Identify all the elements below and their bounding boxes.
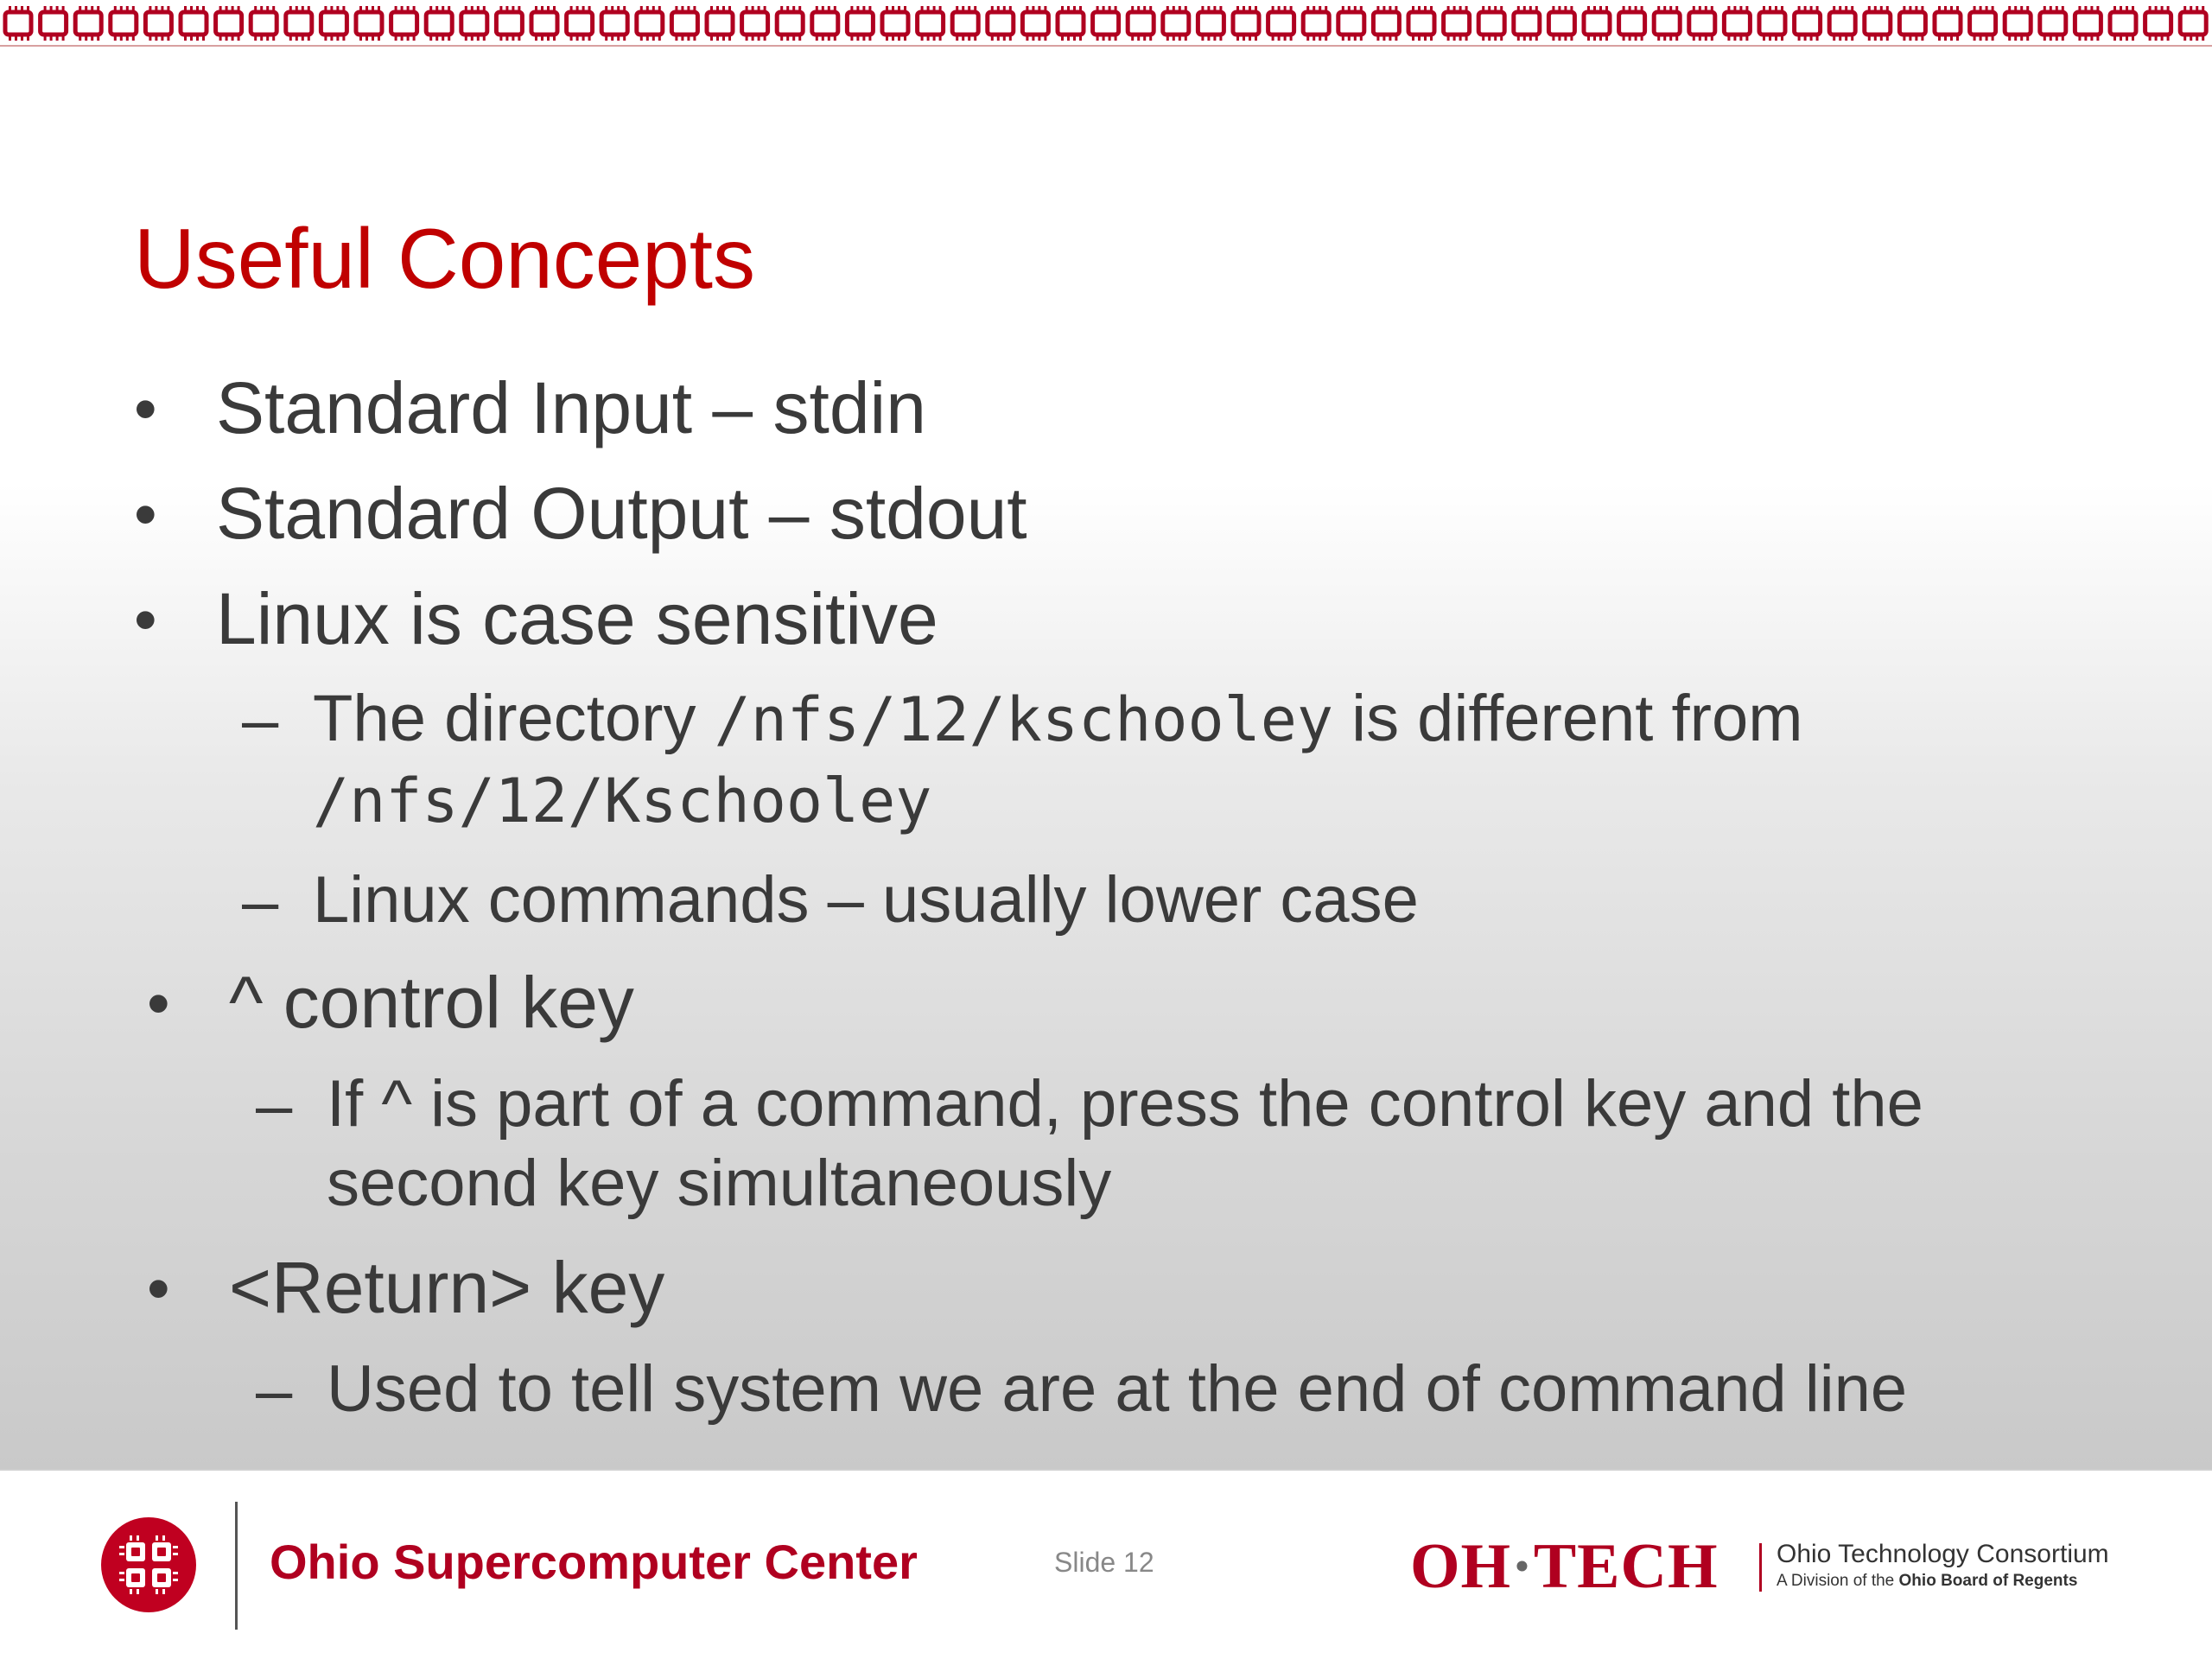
bullet-case-sensitive: Linux is case sensitive xyxy=(216,578,938,659)
bullet-glyph: • xyxy=(147,1252,170,1325)
sub-control-line2: second key simultaneously xyxy=(327,1147,1112,1220)
sub-case-line1 xyxy=(313,682,1803,755)
footer-divider xyxy=(235,1502,238,1630)
ohtech-dot: · xyxy=(1511,1531,1534,1602)
consortium-name: Ohio Technology Consortium xyxy=(1777,1540,2109,1568)
ohtech-divider xyxy=(1759,1543,1762,1592)
dash-glyph: – xyxy=(256,1069,293,1142)
sub-return: Used to tell system we are at the end of command line xyxy=(327,1352,1908,1426)
path-lowercase: /nfs/12/kschooley xyxy=(714,684,1334,755)
slide-title: Useful Concepts xyxy=(134,211,756,306)
division-text xyxy=(1777,1573,2077,1589)
dash-glyph: – xyxy=(242,865,279,938)
sub-commands: Linux commands – usually lower case xyxy=(313,863,1419,937)
bullet-stdin: Standard Input – stdin xyxy=(216,367,926,448)
division-bold: Ohio Board of Regents xyxy=(1898,1572,2078,1590)
bullet-glyph: • xyxy=(147,967,170,1040)
bullet-glyph: • xyxy=(134,583,157,657)
bullet-glyph: • xyxy=(134,478,157,551)
osc-chip-logo-icon xyxy=(100,1516,197,1613)
bullet-control-key: ^ control key xyxy=(229,962,634,1043)
sub-control-line1: If ^ is part of a command, press the control key and the xyxy=(327,1067,1923,1141)
ohtech-tech: TECH xyxy=(1533,1531,1719,1602)
slide-number: Slide 12 xyxy=(1054,1547,1154,1578)
org-name: Ohio Supercomputer Center xyxy=(270,1535,918,1589)
path-uppercase: /nfs/12/Kschooley xyxy=(313,766,932,836)
ohtech-oh: OH xyxy=(1410,1531,1512,1602)
division-pre: A Division of the xyxy=(1777,1572,1899,1590)
dash-glyph: – xyxy=(242,683,279,757)
sub-case-post: is different from xyxy=(1333,682,1803,755)
sub-case-pre: The directory xyxy=(313,682,715,755)
bullet-stdout: Standard Output – stdout xyxy=(216,473,1027,554)
dash-glyph: – xyxy=(256,1354,293,1427)
bullet-return-key: <Return> key xyxy=(229,1247,665,1328)
ohtech-logo xyxy=(1410,1531,1719,1602)
bullet-glyph: • xyxy=(134,372,157,446)
